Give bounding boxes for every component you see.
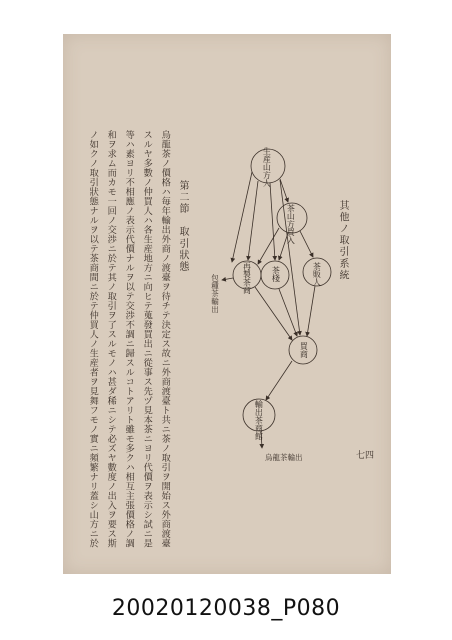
page-number: 七四 [356, 451, 375, 461]
edge-n1-n3 [248, 181, 258, 260]
diagram-title: 其他ノ取引系統 [337, 200, 348, 282]
node-label-n4: 茶棧 [271, 266, 281, 282]
node-label-n2: 茶山方買入 [286, 204, 296, 244]
image-id-caption: 20020120038_P080 [111, 596, 341, 621]
bottom-label: 烏龍茶輸出 [265, 453, 303, 462]
edge-n3-side [222, 278, 233, 280]
node-label-n3: 再製茶商 [242, 262, 252, 294]
body-column-1: 烏龍茶ノ價格ハ毎年輸出外商ノ渡臺ヲ待チテ決定ス故ニ外商渡臺ト共ニ茶ノ取引ヲ開始ス外商渡臺 [159, 130, 171, 548]
section-title: 第二節 取引狀態 [177, 180, 188, 273]
node-label-n5: 茶販人 [312, 262, 322, 286]
edge-n6-n7 [266, 361, 292, 400]
body-column-4: 和ヲ求ム而カモ一回ノ交渉ニ於テ其ノ取引ヲ了スルモノハ甚ダ稀ニシテ必ズヤ數度ノ出入ヲ要ス斯 [105, 130, 117, 548]
body-column-2: スルヤ多數ノ仲買人ハ各生産地方ニ向ヒテ蒐發買出ニ從事ス先ヅ見本茶ニヨリ代價ヲ表示シ試ニ是 [141, 130, 153, 548]
body-column-3: 等ハ素ヨリ不相應ノ表示代價ナルヲ以テ交渉不調ニ歸スルコトアリト雖モ多クハ相互主張價格ノ調 [123, 130, 135, 548]
edge-n4-n6 [279, 289, 297, 336]
edge-n3-n6 [255, 287, 292, 340]
edge-n5-n6 [307, 286, 315, 336]
edge-n1-left [232, 172, 252, 262]
node-label-n1: 生産山方人 [262, 147, 272, 187]
side-label: 包種茶輸出 [210, 274, 220, 313]
edge-n1-n4 [270, 183, 275, 260]
node-label-n7: 輸出茶商館 [254, 400, 264, 440]
body-column-5: ノ如クノ取引狀態ナルヲ以テ茶商間ニ於テ仲買人ノ生産者ヲ見舞フモノ實ニ頻繁ナリ蓋シ山方ニ於 [87, 130, 99, 548]
node-label-n6: 買商 [299, 342, 309, 358]
edge-n2-n5 [300, 231, 313, 257]
edge-n2-n3 [258, 228, 279, 264]
